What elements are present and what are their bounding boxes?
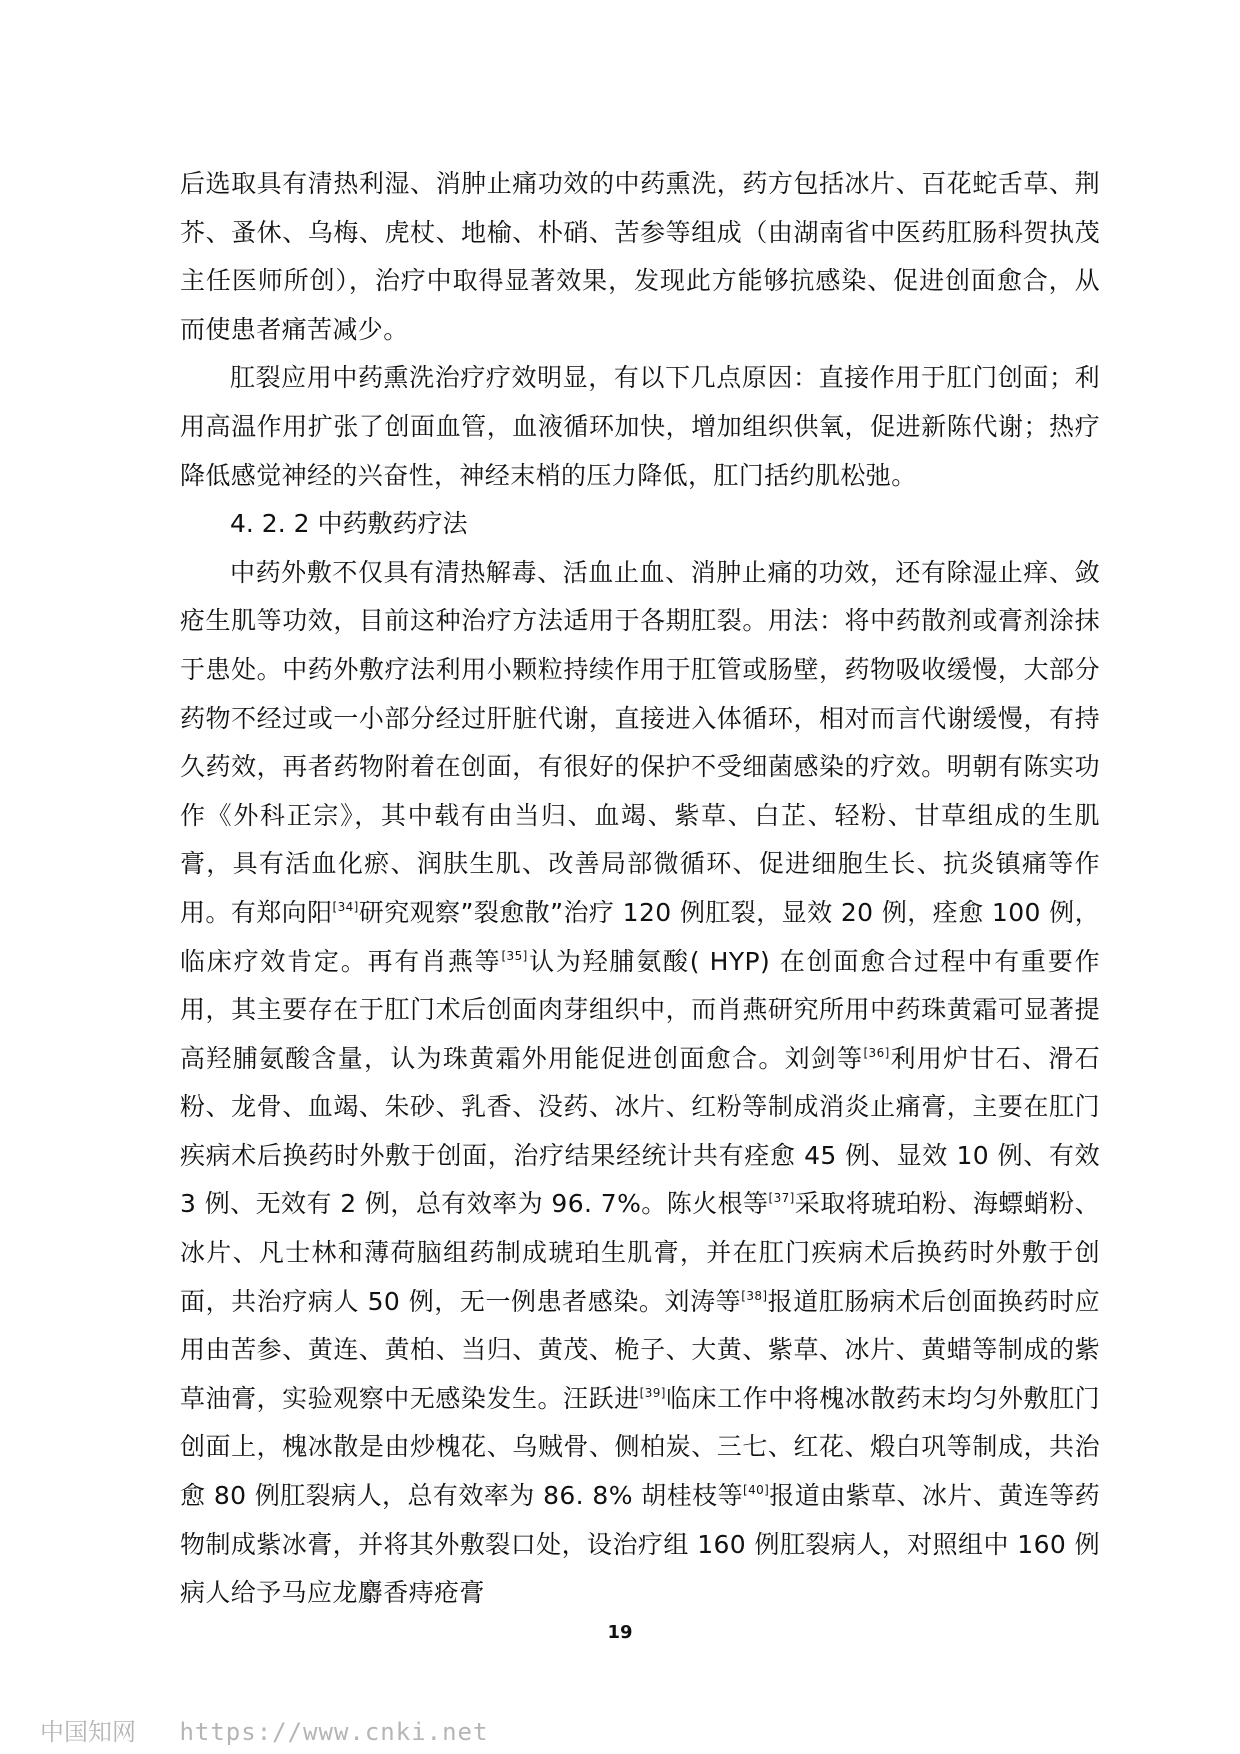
cnki-watermark [40,1712,488,1747]
watermark-brand: 中国知网 [40,1718,136,1746]
text-run: 采取将琥珀粉、海螵蛸粉、冰片、凡士林和薄荷脑组药制成琥珀生肌膏，并在肛门疾病术后换药时外敷于创面，共治疗病人 50 例，无一例患者感染。刘涛等 [180,1189,1100,1316]
text-run: 肛裂应用中药熏洗治疗疗效明显，有以下几点原因：直接作用于肛门创面；利用高温作用扩张了创面血管，血液循环加快，增加组织供氧，促进新陈代谢；热疗降低感觉神经的兴奋性，神经末梢的压力降低，肛门括约肌松弛。 [180,363,1100,490]
paragraph [180,549,1100,1618]
text-run: 认为羟脯氨酸( HYP) 在创面愈合过程中有重要作用，其主要存在于肛门术后创面肉芽组织中，而肖燕研究所用中药珠黄霜可显著提高羟脯氨酸含量，认为珠黄霜外用能促进创面愈合。刘剑等 [180,946,1100,1073]
text-run: 中药外敷不仅具有清热解毒、活血止血、消肿止痛的功效，还有除湿止痒、敛疮生肌等功效，目前这种治疗方法适用于各期肛裂。用法：将中药散剂或膏剂涂抹于患处。中药外敷疗法利用小颗粒持续作用于肛管或肠壁，药物吸收缓慢，大部分药物不经过或一小部分经过肝脏代谢，直接进入体循环，相对而言代谢缓慢，有持久药效，再者药物附着在创面，有很好的保护不受细菌感染的疗效。明朝有陈实功作《外科正宗》，其中载有由当归、血竭、紫草、白芷、轻粉、甘草组成的生肌膏，具有活血化瘀、润肤生肌、改善局部微循环、促进细胞生长、抗炎镇痛等作用。有郑向阳 [180,557,1100,927]
paragraph [180,354,1100,500]
citation-marker: [37] [768,1191,795,1206]
text-run: 临床工作中将槐冰散药末均匀外敷肛门创面上，槐冰散是由炒槐花、乌贼骨、侧柏炭、三七、红花、煅白巩等制成，共治愈 80 例肛裂病人，总有效率为 86. 8% 胡桂枝等 [180,1383,1100,1511]
text-run: 研究观察”裂愈散”治疗 120 例肛裂，显效 20 例，痊愈 100 例，临床疗效肯定。再有肖燕等 [180,897,1100,976]
paragraph [180,160,1100,354]
citation-marker: [36] [863,1045,890,1060]
section-heading: 4. 2. 2 中药敷药疗法 [230,509,468,539]
text-run: 后选取具有清热利湿、消肿止痛功效的中药熏洗，药方包括冰片、百花蛇舌草、荆芥、蚤休、乌梅、虎杖、地榆、朴硝、苦参等组成（由湖南省中医药肛肠科贺执茂主任医师所创），治疗中取得显著效果，发现此方能够抗感染、促进创面愈合，从而使患者痛苦减少。 [180,169,1100,344]
citation-marker: [34] [332,899,359,914]
text-run: 报道肛肠病术后创面换药时应用由苦参、黄连、黄柏、当归、黄茂、桅子、大黄、紫草、冰片、黄蜡等制成的紫草油膏，实验观察中无感染发生。汪跃进 [180,1286,1101,1413]
citation-marker: [40] [743,1483,770,1498]
citation-marker: [38] [741,1288,768,1303]
citation-marker: [39] [639,1385,666,1400]
page-number: 19 [607,1622,633,1643]
text-run: 利用炉甘石、滑石粉、龙骨、血竭、朱砂、乳香、没药、冰片、红粉等制成消炎止痛膏，主要在肛门疾病术后换药时外敷于创面，治疗结果经统计共有痊愈 45 例、显效 10 例、有效 3 例、无效有 2 例，总有效率为 96. 7%。陈火根等 [180,1043,1100,1219]
text-run: 报道由紫草、冰片、黄连等药物制成紫冰膏，并将其外敷裂口处，设治疗组 160 例肛裂病人，对照组中 160 例病人给予马应龙麝香痔疮膏 [180,1481,1100,1608]
citation-marker: [35] [501,948,528,963]
watermark-url: https://www.cnki.net [179,1718,489,1746]
body-text [180,160,1100,1618]
